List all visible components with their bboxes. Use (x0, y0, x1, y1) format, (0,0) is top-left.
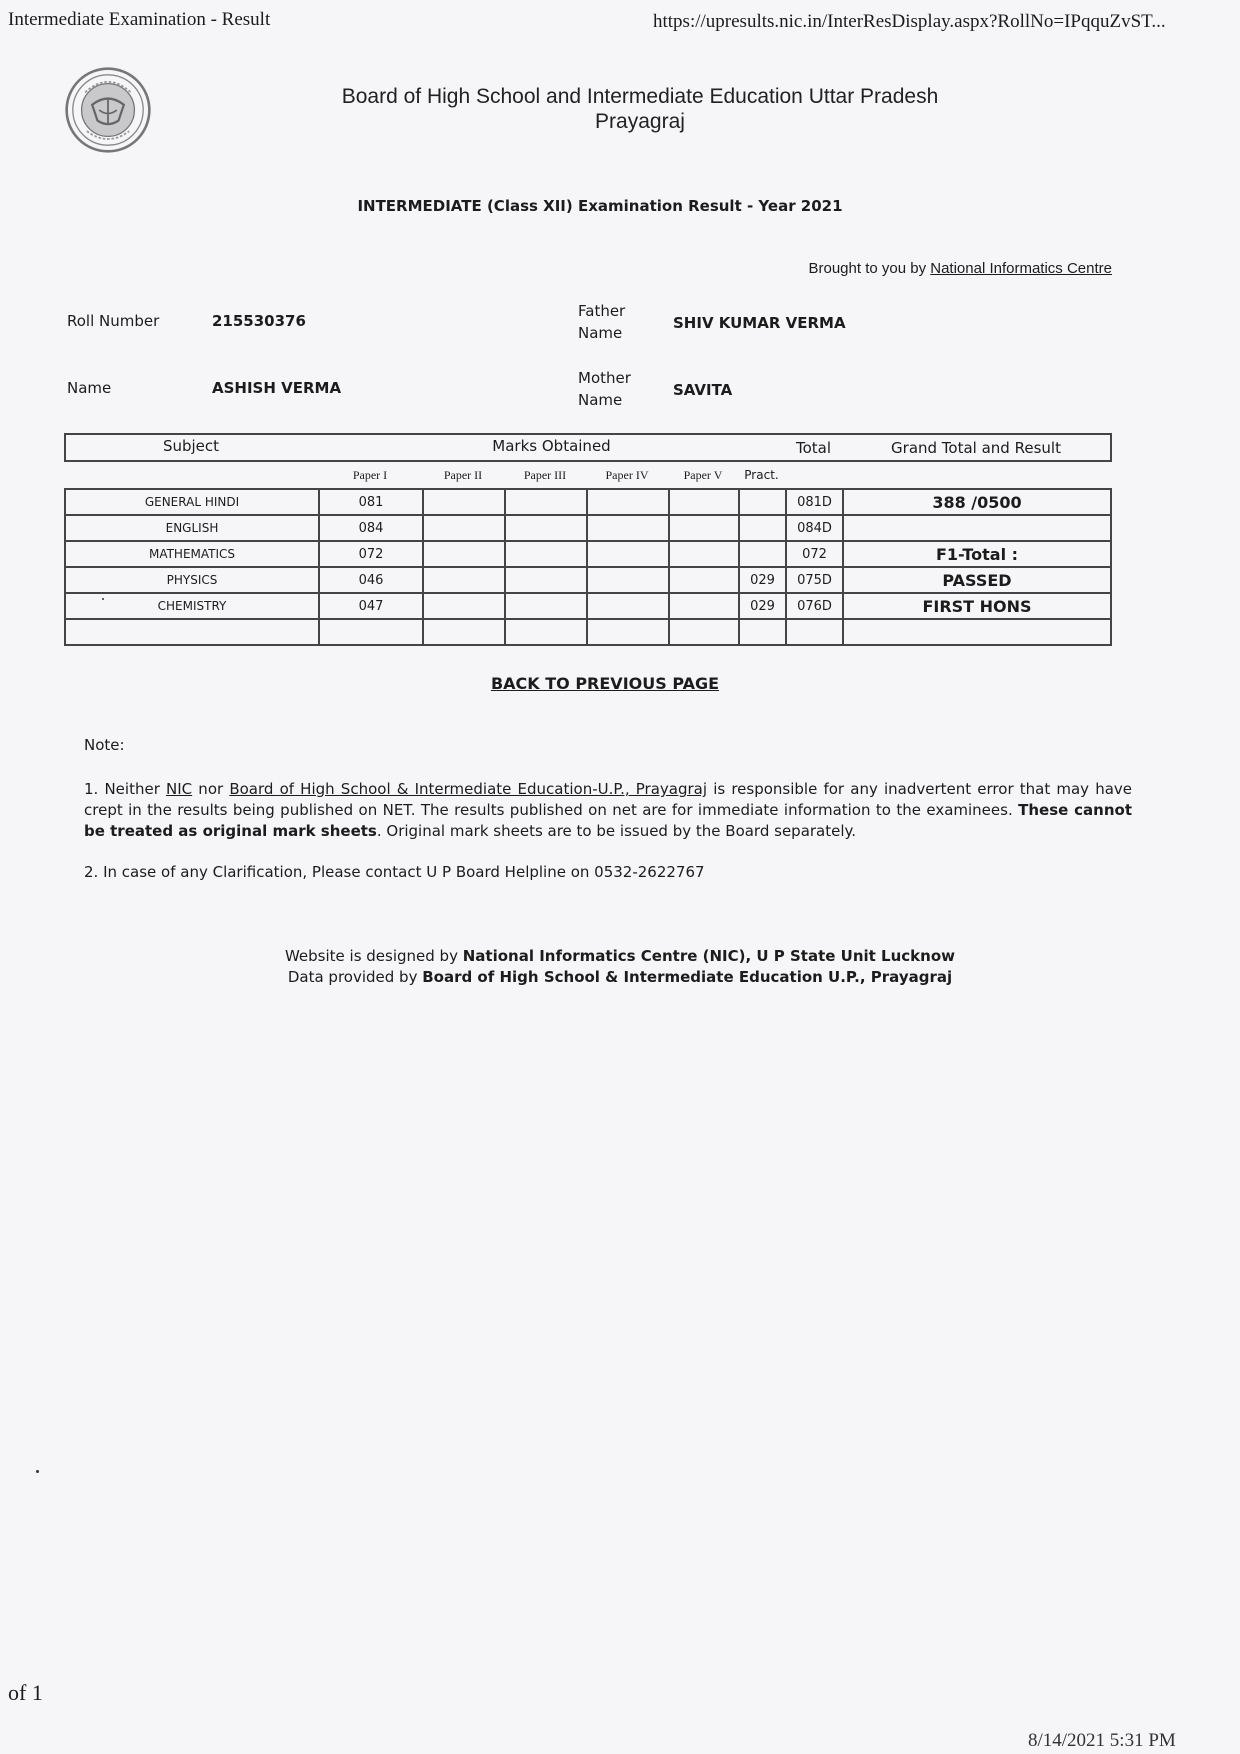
site-footer (140, 946, 1100, 988)
paper-3-cell (505, 593, 587, 619)
paper-4-cell (587, 541, 669, 567)
paper-4-cell (587, 515, 669, 541)
practical-cell (739, 619, 786, 645)
footer-line-1-prefix: Website is designed by (284, 947, 463, 965)
subject-cell: ENGLISH (65, 515, 319, 541)
table-row (65, 619, 1111, 645)
paper-5-cell (669, 541, 739, 567)
paper-3-header: Paper III (523, 468, 567, 482)
brought-by-line (650, 260, 1112, 277)
name-value: ASHISH VERMA (212, 379, 342, 397)
note-1-part-a: 1. Neither (84, 780, 167, 798)
father-name-value: SHIV KUMAR VERMA (673, 314, 846, 332)
grand-total-cell: FIRST HONS (843, 593, 1111, 619)
note-1-bold: These cannot be treated as original mark sheets (84, 801, 1132, 840)
board-name-line1: Board of High School and Intermediate Education Uttar Pradesh (341, 85, 939, 108)
paper-5-cell (669, 567, 739, 593)
subject-cell: PHYSICS (65, 567, 319, 593)
paper-2-cell (423, 489, 505, 515)
note-1 (84, 779, 1132, 842)
practical-cell (739, 541, 786, 567)
paper-1-cell: 046 (319, 567, 423, 593)
exam-title: INTERMEDIATE (Class XII) Examination Result - Year 2021 (357, 197, 843, 215)
note-1-board: Board of High School & Intermediate Education-U.P., Prayagraj (229, 780, 708, 798)
nic-link[interactable]: National Informatics Centre (930, 260, 1112, 277)
paper-5-cell (669, 515, 739, 541)
note-label: Note: (84, 736, 125, 754)
mother-label-line1: Mother (578, 369, 631, 387)
paper-3-cell (505, 541, 587, 567)
table-row (65, 593, 1111, 619)
subject-cell: MATHEMATICS (65, 541, 319, 567)
practical-cell (739, 515, 786, 541)
table-row (65, 515, 1111, 541)
practical-cell: 029 (739, 593, 786, 619)
paper-3-cell (505, 619, 587, 645)
footer-line-2-bold: Board of High School & Intermediate Education U.P., Prayagraj (422, 968, 953, 986)
father-label-line2: Name (578, 324, 623, 342)
note-1-part-b: nor (192, 780, 230, 798)
subject-cell (65, 619, 319, 645)
total-header: Total (795, 439, 832, 457)
total-cell: 072 (786, 541, 843, 567)
total-cell: 084D (786, 515, 843, 541)
roll-number-value: 215530376 (212, 312, 306, 330)
grand-total-cell: 388 /0500 (843, 489, 1111, 515)
brought-by-prefix: Brought to you by (808, 260, 931, 277)
footer-line-1-bold: National Informatics Centre (NIC), U P State Unit Lucknow (462, 947, 956, 965)
subject-cell: GENERAL HINDI (65, 489, 319, 515)
table-row (65, 489, 1111, 515)
subject-header: Subject (162, 437, 220, 455)
mother-name-value: SAVITA (673, 381, 733, 399)
grand-total-cell: F1-Total : (843, 541, 1111, 567)
board-heading (240, 84, 1040, 134)
practical-cell: 029 (739, 567, 786, 593)
total-cell (786, 619, 843, 645)
paper-5-cell (669, 489, 739, 515)
footer-line-2 (140, 967, 1100, 988)
print-page-title: Intermediate Examination - Result (8, 9, 271, 30)
paper-2-cell (423, 515, 505, 541)
paper-1-cell (319, 619, 423, 645)
marks-obtained-header: Marks Obtained (492, 437, 611, 455)
paper-2-cell (423, 567, 505, 593)
scan-speck (102, 598, 104, 600)
note-2: 2. In case of any Clarification, Please contact U P Board Helpline on 0532-2622767 (84, 863, 705, 881)
paper-2-cell (423, 541, 505, 567)
subject-cell: CHEMISTRY (65, 593, 319, 619)
paper-5-cell (669, 619, 739, 645)
footer-line-2-prefix: Data provided by (287, 968, 423, 986)
paper-2-header: Paper II (443, 468, 483, 482)
board-name-line2: Prayagraj (595, 110, 685, 133)
paper-5-cell (669, 593, 739, 619)
paper-4-cell (587, 619, 669, 645)
paper-2-cell (423, 619, 505, 645)
note-1-part-c: is responsible for any inadvertent error that may have crept in the results being published on NET. The results published on net are for immediate information to the examinees. (84, 780, 1133, 819)
print-page-number: of 1 (8, 1680, 43, 1705)
paper-1-cell: 047 (319, 593, 423, 619)
grand-total-cell (843, 515, 1111, 541)
paper-1-header: Paper I (352, 468, 388, 482)
paper-1-cell: 072 (319, 541, 423, 567)
paper-1-cell: 081 (319, 489, 423, 515)
paper-2-cell (423, 593, 505, 619)
paper-4-cell (587, 567, 669, 593)
mother-label-line2: Name (578, 391, 623, 409)
total-cell: 081D (786, 489, 843, 515)
paper-4-header: Paper IV (605, 468, 649, 482)
footer-line-1 (140, 946, 1100, 967)
back-to-previous-page-link[interactable]: BACK TO PREVIOUS PAGE (490, 674, 720, 693)
practical-header: Pract. (744, 468, 779, 482)
note-1-part-d: . Original mark sheets are to be issued by the Board separately. (376, 822, 857, 840)
paper-4-cell (587, 489, 669, 515)
total-cell: 076D (786, 593, 843, 619)
paper-5-header: Paper V (683, 468, 723, 482)
father-name-label (578, 300, 625, 344)
name-label: Name (67, 379, 112, 397)
marks-table (64, 488, 1112, 646)
scan-speck (36, 1470, 39, 1473)
table-row (65, 541, 1111, 567)
grand-total-header: Grand Total and Result (891, 439, 1061, 457)
grand-total-cell: PASSED (843, 567, 1111, 593)
up-government-emblem-icon (64, 66, 152, 154)
table-row (65, 567, 1111, 593)
print-page-url: https://upresults.nic.in/InterResDisplay.aspx?RollNo=IPqquZvST... (653, 11, 1166, 32)
paper-3-cell (505, 515, 587, 541)
paper-1-cell: 084 (319, 515, 423, 541)
mother-name-label (578, 367, 631, 411)
practical-cell (739, 489, 786, 515)
paper-3-cell (505, 489, 587, 515)
grand-total-cell (843, 619, 1111, 645)
paper-4-cell (587, 593, 669, 619)
father-label-line1: Father (578, 302, 626, 320)
note-1-nic: NIC (166, 780, 193, 798)
roll-number-label: Roll Number (67, 312, 160, 330)
total-cell: 075D (786, 567, 843, 593)
print-date: 8/14/2021 5:31 PM (1028, 1730, 1176, 1751)
paper-3-cell (505, 567, 587, 593)
